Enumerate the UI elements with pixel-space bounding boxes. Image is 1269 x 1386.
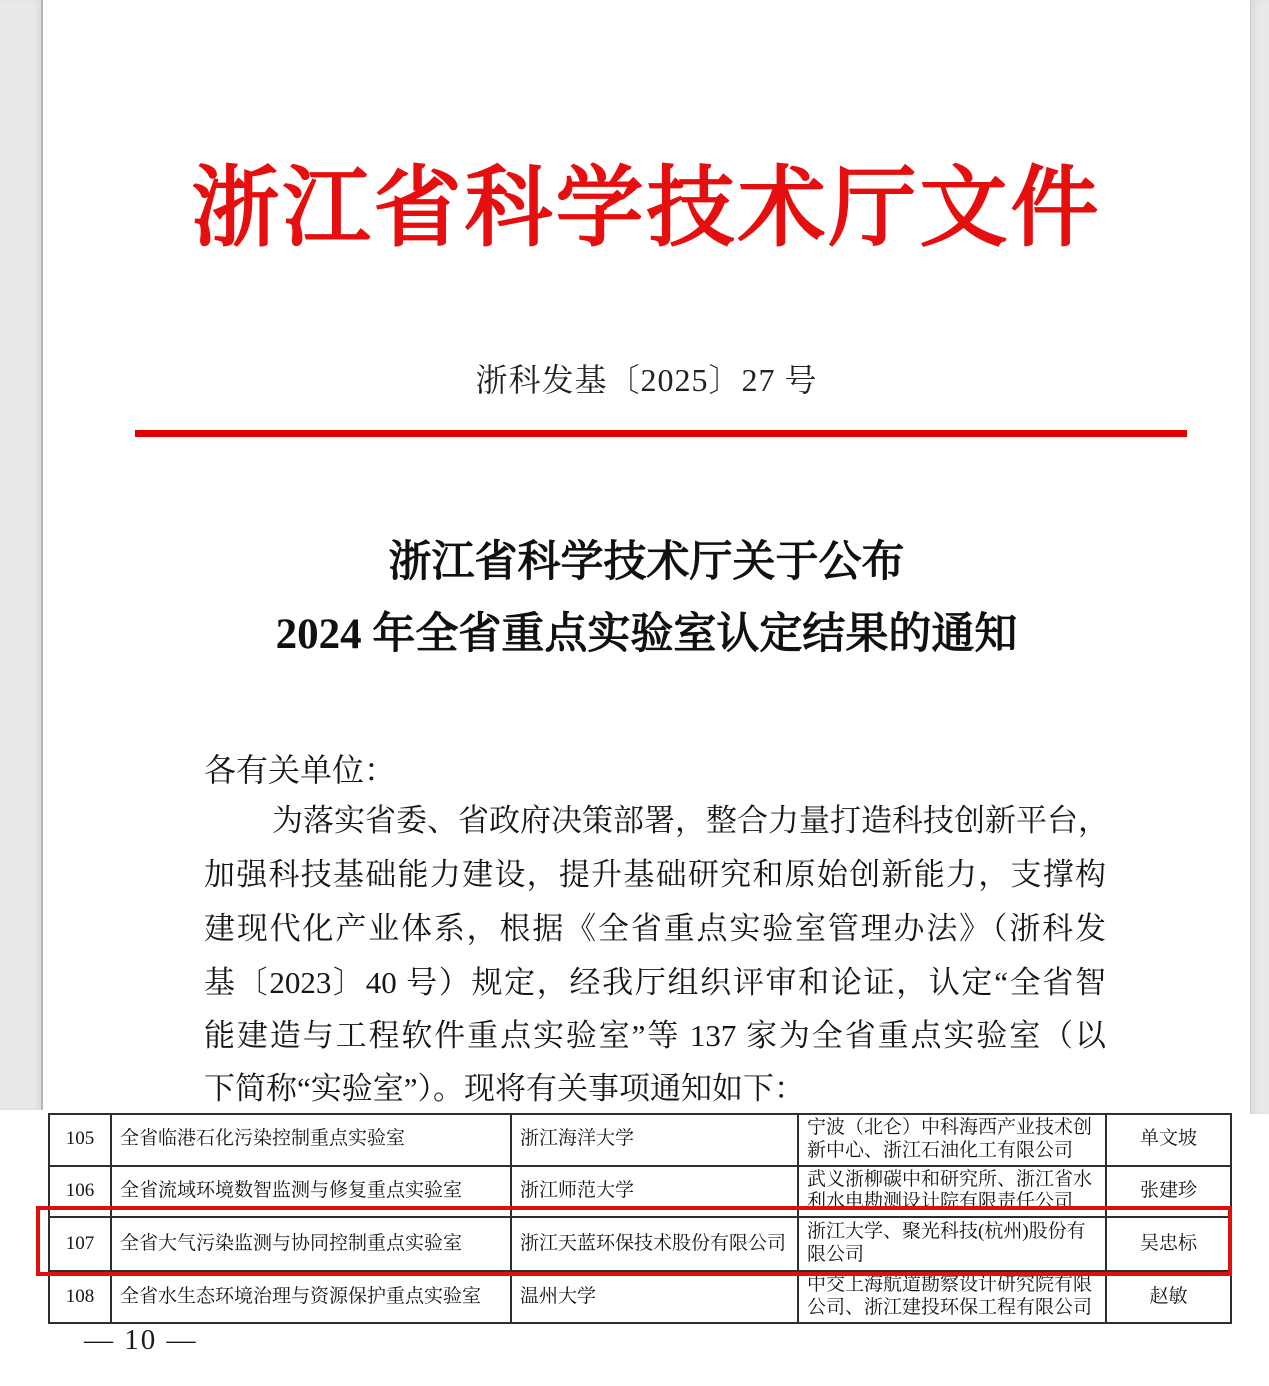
scan-margin-left (0, 0, 43, 1110)
host-institution: 温州大学 (511, 1271, 798, 1323)
body-paragraph-line: 基〔2023〕40 号）规定，经我厅组织评审和论证，认定“全省智 (204, 965, 1106, 1000)
page-number: — 10 — (84, 1324, 198, 1356)
row-number: 108 (49, 1271, 111, 1323)
red-divider-rule (135, 430, 1187, 437)
scan-margin-right (1250, 0, 1269, 1114)
lab-name: 全省临港石化污染控制重点实验室 (111, 1114, 511, 1166)
lab-director: 单文坡 (1106, 1114, 1231, 1166)
table-row (49, 1166, 1231, 1218)
lab-director: 赵敏 (1106, 1271, 1231, 1323)
partner-units: 浙江大学、聚光科技(杭州)股份有限公司 (798, 1217, 1106, 1271)
notice-title-line2: 2024 年全省重点实验室认定结果的通知 (275, 611, 1018, 658)
document-number: 浙科发基〔2025〕27 号 (475, 362, 818, 398)
partner-units: 武义浙柳碳中和研究所、浙江省水利水电勘测设计院有限责任公司 (798, 1166, 1106, 1218)
table-row-highlighted (49, 1217, 1231, 1271)
lab-name: 全省大气污染监测与协同控制重点实验室 (111, 1217, 511, 1271)
notice-title-line1: 浙江省科学技术厅关于公布 (388, 539, 905, 586)
body-paragraph-line: 能建造与工程软件重点实验室”等 137 家为全省重点实验室（以 (204, 1018, 1106, 1053)
lab-director: 张建珍 (1106, 1166, 1231, 1218)
partner-units: 宁波（北仑）中科海西产业技术创新中心、浙江石油化工有限公司 (798, 1114, 1106, 1166)
body-paragraph-line: 下简称“实验室”）。现将有关事项通知如下： (204, 1071, 806, 1106)
salutation: 各有关单位： (204, 752, 397, 788)
lab-name: 全省水生态环境治理与资源保护重点实验室 (111, 1271, 511, 1323)
laboratory-table (48, 1113, 1232, 1324)
body-paragraph-line: 建现代化产业体系，根据《全省重点实验室管理办法》（浙科发 (204, 911, 1106, 946)
table-row (49, 1271, 1231, 1323)
table-row (49, 1114, 1231, 1166)
host-institution: 浙江天蓝环保技术股份有限公司 (511, 1217, 798, 1271)
body-paragraph-line: 加强科技基础能力建设，提升基础研究和原始创新能力，支撑构 (204, 857, 1106, 892)
row-number: 105 (49, 1114, 111, 1166)
lab-name: 全省流域环境数智监测与修复重点实验室 (111, 1166, 511, 1218)
host-institution: 浙江海洋大学 (511, 1114, 798, 1166)
lab-director: 吴忠标 (1106, 1217, 1231, 1271)
row-number: 106 (49, 1166, 111, 1218)
document-header-title: 浙江省科学技术厅文件 (191, 161, 1102, 258)
partner-units: 中交上海航道勘察设计研究院有限公司、浙江建投环保工程有限公司 (798, 1271, 1106, 1323)
row-number: 107 (49, 1217, 111, 1271)
host-institution: 浙江师范大学 (511, 1166, 798, 1218)
body-paragraph-line: 为落实省委、省政府决策部署，整合力量打造科技创新平台， (272, 803, 1109, 838)
